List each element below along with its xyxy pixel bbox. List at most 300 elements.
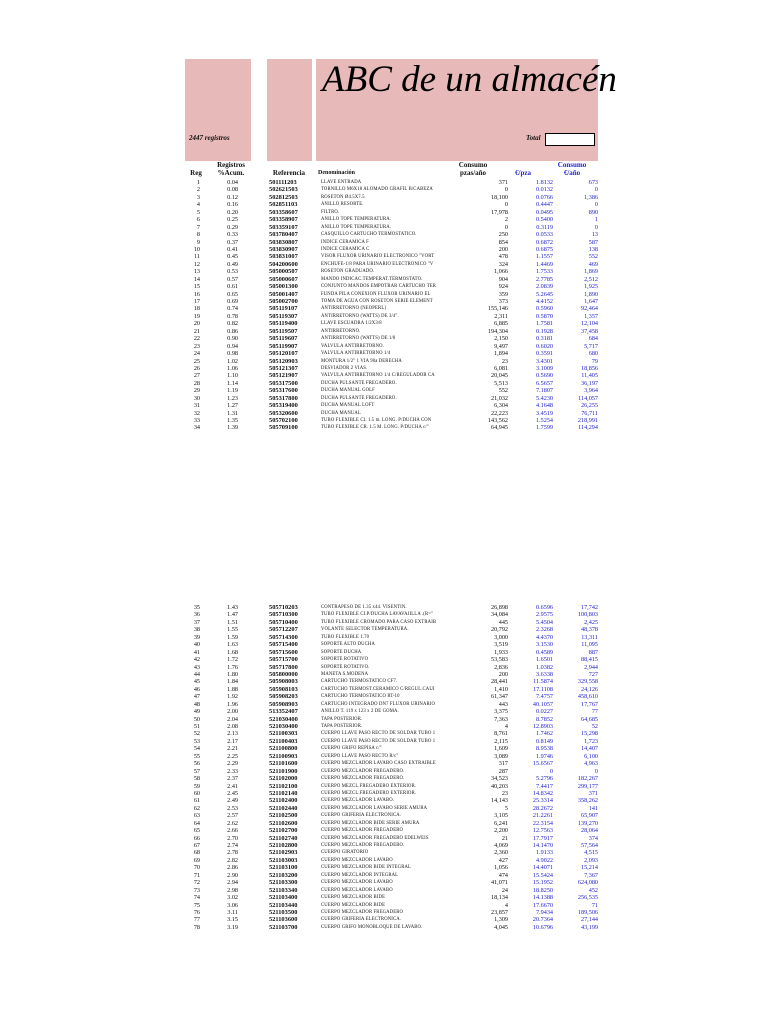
cell-eur-pza: 5.4504 bbox=[535, 618, 553, 626]
cell-reg: 42 bbox=[193, 656, 200, 664]
cell-consumo-pzas: 1,309 bbox=[494, 916, 508, 924]
cell-referencia: 521102140 bbox=[269, 789, 298, 797]
table-row[interactable] bbox=[180, 402, 600, 409]
cell-denominacion: INDICE CERAMICA C bbox=[321, 246, 370, 252]
cell-eur-pza: 17.6670 bbox=[532, 901, 553, 909]
table-row[interactable] bbox=[180, 649, 600, 656]
table-row[interactable] bbox=[180, 790, 600, 797]
table-row[interactable] bbox=[180, 902, 600, 909]
cell-eur-pza: 4.1648 bbox=[535, 402, 553, 410]
cell-reg: 66 bbox=[193, 834, 200, 842]
table-row[interactable] bbox=[180, 835, 600, 842]
cell-referencia: 503358907 bbox=[269, 216, 298, 224]
table-row[interactable] bbox=[180, 894, 600, 901]
cell-consumo-pzas: 371 bbox=[498, 179, 508, 186]
cell-consumo-eur: 43,199 bbox=[580, 923, 598, 931]
cell-consumo-pzas: 14,143 bbox=[490, 797, 508, 805]
table-row[interactable] bbox=[180, 864, 600, 871]
table-row[interactable] bbox=[180, 298, 600, 305]
cell-consumo-pzas: 2,360 bbox=[494, 849, 508, 857]
table-row[interactable] bbox=[180, 775, 600, 782]
record-count: 2447 registros bbox=[189, 134, 230, 142]
data-table-top bbox=[180, 179, 600, 432]
cell-pct-acum: 1.31 bbox=[227, 409, 238, 417]
cell-reg: 52 bbox=[193, 730, 200, 738]
cell-pct-acum: 0.74 bbox=[227, 305, 238, 313]
cell-denominacion: CASQUILLO CARTUCHO TERMOSTATICO. bbox=[321, 232, 417, 238]
cell-referencia: 521101900 bbox=[269, 767, 298, 775]
cell-pct-acum: 0.69 bbox=[227, 298, 238, 305]
cell-denominacion: TOMA DE AGUA CON ROSETON SERIE ELEMENT bbox=[321, 299, 433, 304]
cell-referencia: 505119400 bbox=[269, 320, 298, 328]
cell-eur-pza: 17.7917 bbox=[532, 834, 553, 842]
cell-consumo-pzas: 359 bbox=[498, 290, 508, 298]
cell-referencia: 521103100 bbox=[269, 864, 298, 872]
table-row[interactable] bbox=[180, 634, 600, 641]
table-row[interactable] bbox=[180, 194, 600, 201]
cell-denominacion: MONTURA 1/2" 1 VIA 90a DERECHA bbox=[321, 358, 402, 364]
header-block-reg bbox=[185, 59, 251, 161]
cell-referencia: 521102740 bbox=[269, 834, 298, 842]
cell-reg: 65 bbox=[193, 827, 200, 835]
cell-reg: 74 bbox=[193, 894, 200, 902]
cell-consumo-pzas: 24 bbox=[501, 886, 508, 894]
col-header-reg: Reg bbox=[190, 169, 202, 177]
cell-consumo-pzas: 18,134 bbox=[490, 894, 508, 902]
cell-consumo-eur: 3,964 bbox=[584, 387, 598, 395]
table-row[interactable] bbox=[180, 261, 600, 268]
cell-reg: 76 bbox=[193, 908, 200, 916]
cell-denominacion: DUCHA PULSANTE FREGADERO. bbox=[321, 395, 397, 401]
cell-pct-acum: 3.19 bbox=[227, 923, 238, 931]
cell-reg: 40 bbox=[193, 641, 200, 649]
table-row[interactable] bbox=[180, 730, 600, 737]
cell-reg: 71 bbox=[193, 871, 200, 879]
table-row[interactable] bbox=[180, 395, 600, 402]
cell-denominacion: TORNILLO M6X18 ALOMADO GRAFIL B/CABEZA bbox=[321, 187, 433, 193]
cell-pct-acum: 1.27 bbox=[227, 402, 238, 410]
cell-referencia: 505800000 bbox=[269, 670, 298, 678]
cell-denominacion: CUERPO MEZCL.FREGADERO EXTERIOR. bbox=[321, 790, 417, 796]
cell-denominacion: SOPORTE ROTATIVO. bbox=[321, 664, 370, 670]
cell-reg: 27 bbox=[193, 372, 200, 380]
table-row[interactable] bbox=[180, 611, 600, 618]
cell-eur-pza: 18.8250 bbox=[532, 886, 553, 894]
table-row[interactable] bbox=[180, 305, 600, 312]
cell-reg: 67 bbox=[193, 842, 200, 849]
cell-reg: 70 bbox=[193, 864, 200, 872]
table-row[interactable] bbox=[180, 350, 600, 357]
cell-referencia: 505320600 bbox=[269, 409, 298, 417]
cell-reg: 16 bbox=[193, 290, 200, 298]
table-row[interactable] bbox=[180, 343, 600, 350]
cell-eur-pza: 1.1557 bbox=[535, 253, 553, 261]
cell-consumo-pzas: 250 bbox=[498, 231, 508, 239]
cell-referencia: 521030400 bbox=[269, 715, 298, 723]
cell-denominacion: LLAVE ESCUADRA 1/2X3/8 bbox=[321, 321, 382, 327]
table-row[interactable] bbox=[180, 619, 600, 626]
cell-consumo-eur: 139,270 bbox=[577, 819, 598, 827]
cell-eur-pza: 3.6338 bbox=[535, 670, 553, 678]
cell-referencia: 521100903 bbox=[269, 752, 298, 760]
table-row[interactable] bbox=[180, 708, 600, 715]
table-row[interactable] bbox=[180, 879, 600, 886]
cell-denominacion: CUERPO MEZCLADOR FREGADERO EDELWEIS bbox=[321, 835, 429, 841]
cell-consumo-pzas: 2 bbox=[504, 216, 508, 224]
cell-referencia: 503831007 bbox=[269, 253, 298, 261]
col-header-consumo-pzas: Consumo pzas/año bbox=[458, 161, 488, 177]
table-row[interactable] bbox=[180, 678, 600, 685]
cell-consumo-eur: 138 bbox=[588, 245, 598, 253]
table-row[interactable] bbox=[180, 664, 600, 671]
cell-denominacion: CUERPO GRIFO MONOBLOQUE DE LAVABO. bbox=[321, 924, 423, 930]
cell-eur-pza: 0.5960 bbox=[535, 305, 553, 313]
cell-pct-acum: 0.12 bbox=[227, 193, 238, 201]
table-row[interactable] bbox=[180, 805, 600, 812]
table-row[interactable] bbox=[180, 410, 600, 417]
table-row[interactable] bbox=[180, 313, 600, 320]
cell-reg: 63 bbox=[193, 812, 200, 820]
table-row[interactable] bbox=[180, 268, 600, 275]
cell-pct-acum: 1.76 bbox=[227, 663, 238, 671]
cell-referencia: 505908103 bbox=[269, 685, 298, 693]
cell-denominacion: CUERPO MEZCLADOR FREGADERO. bbox=[321, 843, 405, 848]
cell-pct-acum: 1.72 bbox=[227, 656, 238, 664]
table-row[interactable] bbox=[180, 887, 600, 894]
table-row[interactable] bbox=[180, 909, 600, 916]
cell-denominacion: CARTUCHO INTEGRADO DN7 FLUXOR URINARIO bbox=[321, 701, 436, 707]
cell-eur-pza: 0.1928 bbox=[535, 327, 553, 335]
cell-consumo-eur: 18,856 bbox=[580, 364, 598, 372]
cell-referencia: 505119507 bbox=[269, 327, 298, 335]
cell-reg: 39 bbox=[193, 633, 200, 641]
cell-consumo-pzas: 28,441 bbox=[490, 678, 508, 686]
cell-pct-acum: 2.94 bbox=[227, 879, 238, 887]
cell-referencia: 503830907 bbox=[269, 245, 298, 253]
table-row[interactable] bbox=[180, 231, 600, 238]
cell-pct-acum: 1.80 bbox=[227, 670, 238, 678]
cell-referencia: 505908203 bbox=[269, 693, 298, 701]
table-row[interactable] bbox=[180, 738, 600, 745]
cell-reg: 26 bbox=[193, 364, 200, 372]
table-row[interactable] bbox=[180, 916, 600, 923]
cell-consumo-eur: 77 bbox=[591, 708, 598, 716]
table-row[interactable] bbox=[180, 797, 600, 804]
cell-denominacion: CUERPO GRIFO REPISA c/" bbox=[321, 746, 382, 752]
cell-denominacion: CUERPO MEZCLADOR LAVABO bbox=[321, 887, 393, 893]
cell-consumo-pzas: 443 bbox=[498, 700, 508, 708]
cell-consumo-eur: 374 bbox=[588, 834, 598, 842]
cell-pct-acum: 0.25 bbox=[227, 216, 238, 224]
table-row[interactable] bbox=[180, 671, 600, 678]
cell-eur-pza: 12.8903 bbox=[532, 723, 553, 730]
cell-denominacion: TUBO FLEXIBLE CI. 1.5 m. LONG. P/DUCHA CON bbox=[321, 418, 432, 423]
cell-consumo-eur: 2,512 bbox=[584, 275, 598, 283]
cell-consumo-eur: 0 bbox=[594, 223, 598, 231]
cell-consumo-eur: 1,925 bbox=[584, 283, 598, 291]
cell-consumo-eur: 4,963 bbox=[584, 760, 598, 768]
cell-referencia: 505712207 bbox=[269, 626, 298, 634]
table-row[interactable] bbox=[180, 224, 600, 231]
table-row[interactable] bbox=[180, 604, 600, 611]
cell-denominacion: SOPORTE DUCHA bbox=[321, 649, 362, 655]
cell-consumo-pzas: 9,497 bbox=[494, 342, 508, 350]
cell-consumo-eur: 37,458 bbox=[580, 327, 598, 335]
cell-consumo-pzas: 1,410 bbox=[494, 685, 508, 693]
table-row[interactable] bbox=[180, 239, 600, 246]
cell-eur-pza: 0.6872 bbox=[535, 238, 553, 246]
cell-consumo-pzas: 200 bbox=[498, 670, 508, 678]
cell-reg: 14 bbox=[193, 275, 200, 283]
table-row[interactable] bbox=[180, 358, 600, 365]
cell-reg: 41 bbox=[193, 648, 200, 656]
cell-reg: 45 bbox=[193, 678, 200, 686]
cell-consumo-eur: 256,535 bbox=[577, 894, 598, 902]
table-row[interactable] bbox=[180, 745, 600, 752]
cell-reg: 25 bbox=[193, 357, 200, 365]
cell-pct-acum: 0.61 bbox=[227, 283, 238, 291]
cell-consumo-eur: 680 bbox=[588, 350, 598, 358]
cell-denominacion: CUERPO MEZCL.FREGADERO EXTERIOR. bbox=[321, 783, 417, 789]
cell-pct-acum: 1.43 bbox=[227, 604, 238, 611]
table-row[interactable] bbox=[180, 380, 600, 387]
cell-pct-acum: 2.86 bbox=[227, 864, 238, 872]
table-row[interactable] bbox=[180, 827, 600, 834]
cell-consumo-eur: 64,685 bbox=[580, 715, 598, 723]
table-row[interactable] bbox=[180, 686, 600, 693]
cell-eur-pza: 0.0132 bbox=[535, 186, 553, 194]
table-row[interactable] bbox=[180, 209, 600, 216]
cell-eur-pza: 0.3119 bbox=[536, 223, 553, 231]
cell-consumo-pzas: 26,898 bbox=[490, 604, 508, 611]
cell-eur-pza: 2.7785 bbox=[535, 275, 553, 283]
cell-eur-pza: 10.6796 bbox=[532, 923, 553, 931]
total-label: Total bbox=[526, 134, 541, 142]
cell-pct-acum: 0.98 bbox=[227, 350, 238, 358]
cell-reg: 19 bbox=[193, 312, 200, 320]
cell-referencia: 505717800 bbox=[269, 663, 298, 671]
table-row[interactable] bbox=[180, 723, 600, 730]
cell-consumo-eur: 76,711 bbox=[581, 409, 598, 417]
table-row[interactable] bbox=[180, 641, 600, 648]
cell-consumo-pzas: 3,519 bbox=[494, 641, 508, 649]
cell-eur-pza: 5.2645 bbox=[535, 290, 553, 298]
table-row[interactable] bbox=[180, 328, 600, 335]
cell-consumo-pzas: 4 bbox=[504, 901, 508, 909]
table-row[interactable] bbox=[180, 387, 600, 394]
cell-pct-acum: 0.04 bbox=[227, 179, 238, 186]
cell-consumo-eur: 57,564 bbox=[580, 842, 598, 849]
cell-reg: 5 bbox=[196, 208, 200, 216]
cell-eur-pza: 11.5874 bbox=[533, 678, 553, 686]
cell-eur-pza: 14.1388 bbox=[532, 894, 553, 902]
cell-referencia: 505908903 bbox=[269, 700, 298, 708]
cell-referencia: 521102500 bbox=[269, 812, 298, 820]
cell-consumo-pzas: 4,045 bbox=[494, 923, 508, 931]
table-row[interactable] bbox=[180, 693, 600, 700]
table-row[interactable] bbox=[180, 716, 600, 723]
table-row[interactable] bbox=[180, 253, 600, 260]
cell-consumo-eur: 24,126 bbox=[580, 685, 598, 693]
table-row[interactable] bbox=[180, 656, 600, 663]
cell-consumo-eur: 299,177 bbox=[577, 782, 598, 790]
col-header-denominacion: Denominación bbox=[318, 170, 356, 176]
cell-consumo-pzas: 324 bbox=[498, 260, 508, 268]
cell-denominacion: LLAVE ENTRADA bbox=[321, 180, 362, 185]
cell-consumo-pzas: 0 bbox=[504, 186, 508, 194]
table-row[interactable] bbox=[180, 812, 600, 819]
cell-referencia: 521103340 bbox=[269, 886, 298, 894]
cell-reg: 36 bbox=[193, 611, 200, 619]
cell-pct-acum: 2.29 bbox=[227, 760, 238, 768]
total-input-cell[interactable] bbox=[545, 133, 595, 146]
table-row[interactable] bbox=[180, 201, 600, 208]
table-row[interactable] bbox=[180, 320, 600, 327]
cell-pct-acum: 2.37 bbox=[227, 775, 238, 783]
cell-referencia: 503830807 bbox=[269, 238, 298, 246]
cell-referencia: 521102440 bbox=[269, 804, 298, 812]
table-row[interactable] bbox=[180, 783, 600, 790]
table-row[interactable] bbox=[180, 424, 600, 431]
table-row[interactable] bbox=[180, 216, 600, 223]
cell-reg: 75 bbox=[193, 901, 200, 909]
col-header-referencia: Referencia bbox=[272, 169, 306, 177]
table-row[interactable] bbox=[180, 760, 600, 767]
cell-consumo-eur: 114,057 bbox=[578, 394, 598, 402]
cell-consumo-eur: 13 bbox=[591, 231, 598, 239]
cell-consumo-eur: 0 bbox=[594, 767, 598, 775]
cell-pct-acum: 1.68 bbox=[227, 648, 238, 656]
cell-reg: 21 bbox=[193, 327, 200, 335]
cell-reg: 62 bbox=[193, 804, 200, 812]
cell-eur-pza: 12.7563 bbox=[532, 827, 553, 835]
cell-pct-acum: 2.74 bbox=[227, 842, 238, 849]
cell-eur-pza: 7.4417 bbox=[535, 782, 553, 790]
cell-consumo-eur: 329,558 bbox=[577, 678, 598, 686]
cell-referencia: 503359107 bbox=[269, 223, 298, 231]
cell-denominacion: CUERPO LLAVE PASO RECTO R/c" bbox=[321, 753, 399, 759]
cell-consumo-eur: 7,367 bbox=[584, 871, 598, 879]
cell-consumo-pzas: 0 bbox=[504, 201, 508, 209]
cell-pct-acum: 2.13 bbox=[227, 730, 238, 738]
cell-consumo-eur: 27,144 bbox=[580, 916, 598, 924]
cell-consumo-pzas: 1,933 bbox=[494, 648, 508, 656]
cell-referencia: 505120107 bbox=[269, 350, 298, 358]
table-row[interactable] bbox=[180, 179, 600, 186]
cell-consumo-eur: 358,262 bbox=[577, 797, 598, 805]
table-row[interactable] bbox=[180, 186, 600, 193]
cell-reg: 7 bbox=[196, 223, 200, 231]
cell-reg: 50 bbox=[193, 715, 200, 723]
cell-referencia: 505000607 bbox=[269, 275, 298, 283]
cell-referencia: 505715600 bbox=[269, 648, 298, 656]
table-row[interactable] bbox=[180, 626, 600, 633]
cell-reg: 49 bbox=[193, 708, 200, 716]
cell-consumo-eur: 624,080 bbox=[577, 879, 598, 887]
cell-reg: 43 bbox=[193, 663, 200, 671]
cell-reg: 55 bbox=[193, 752, 200, 760]
table-row[interactable] bbox=[180, 849, 600, 856]
cell-pct-acum: 1.51 bbox=[227, 618, 238, 626]
table-row[interactable] bbox=[180, 924, 600, 931]
cell-consumo-eur: 727 bbox=[588, 670, 598, 678]
cell-denominacion: TAPA POSTERIOR. bbox=[321, 724, 363, 729]
cell-consumo-eur: 218,991 bbox=[577, 417, 598, 424]
cell-referencia: 505317800 bbox=[269, 394, 298, 402]
cell-consumo-pzas: 6,885 bbox=[494, 320, 508, 328]
cell-consumo-eur: 452 bbox=[588, 886, 598, 894]
cell-pct-acum: 3.11 bbox=[227, 908, 238, 916]
cell-eur-pza: 17.1108 bbox=[533, 685, 553, 693]
cell-referencia: 505710203 bbox=[269, 604, 298, 611]
table-row[interactable] bbox=[180, 753, 600, 760]
cell-pct-acum: 1.14 bbox=[227, 379, 238, 387]
cell-pct-acum: 0.57 bbox=[227, 275, 238, 283]
cell-denominacion: ANILLO T. 119 x 123 x 2 DE GOMA. bbox=[321, 709, 399, 715]
cell-consumo-pzas: 8,761 bbox=[494, 730, 508, 738]
cell-consumo-pzas: 7,363 bbox=[494, 715, 508, 723]
cell-reg: 72 bbox=[193, 879, 200, 887]
table-row[interactable] bbox=[180, 842, 600, 849]
table-row[interactable] bbox=[180, 768, 600, 775]
cell-consumo-pzas: 3,105 bbox=[494, 812, 508, 820]
cell-consumo-pzas: 1,894 bbox=[494, 350, 508, 358]
cell-reg: 11 bbox=[194, 253, 200, 261]
cell-eur-pza: 1.9746 bbox=[535, 752, 553, 760]
cell-reg: 29 bbox=[193, 387, 200, 395]
table-row[interactable] bbox=[180, 335, 600, 342]
cell-eur-pza: 8.9538 bbox=[535, 745, 553, 753]
cell-reg: 28 bbox=[193, 379, 200, 387]
cell-referencia: 521100800 bbox=[269, 745, 298, 753]
cell-denominacion: CUERPO GIRATORIO bbox=[321, 850, 369, 856]
cell-reg: 60 bbox=[193, 789, 200, 797]
cell-reg: 34 bbox=[193, 424, 200, 432]
table-row[interactable] bbox=[180, 417, 600, 424]
cell-consumo-pzas: 904 bbox=[498, 275, 508, 283]
cell-consumo-eur: 552 bbox=[588, 253, 598, 261]
cell-pct-acum: 1.10 bbox=[227, 372, 238, 380]
cell-denominacion: VALVULA ANTIRRETORNO 1/4 bbox=[321, 351, 391, 357]
table-row[interactable] bbox=[180, 872, 600, 879]
cell-consumo-pzas: 21,032 bbox=[490, 394, 508, 402]
cell-eur-pza: 2.0839 bbox=[535, 283, 553, 291]
table-row[interactable] bbox=[180, 291, 600, 298]
table-row[interactable] bbox=[180, 365, 600, 372]
table-row[interactable] bbox=[180, 276, 600, 283]
cell-eur-pza: 25.3314 bbox=[532, 797, 553, 805]
table-row[interactable] bbox=[180, 283, 600, 290]
cell-eur-pza: 4.9022 bbox=[535, 856, 553, 864]
table-row[interactable] bbox=[180, 701, 600, 708]
cell-denominacion: CUERPO MEZCLADOR LAVABO bbox=[321, 857, 393, 863]
table-row[interactable] bbox=[180, 820, 600, 827]
table-row[interactable] bbox=[180, 372, 600, 379]
cell-consumo-pzas: 23 bbox=[501, 789, 508, 797]
cell-consumo-eur: 458,610 bbox=[577, 693, 598, 701]
cell-pct-acum: 0.86 bbox=[227, 327, 238, 335]
cell-denominacion: DUCHA MANUAL GOLF bbox=[321, 388, 375, 394]
cell-reg: 44 bbox=[193, 670, 200, 678]
table-row[interactable] bbox=[180, 857, 600, 864]
cell-pct-acum: 2.04 bbox=[227, 715, 238, 723]
cell-referencia: 521103700 bbox=[269, 923, 298, 931]
cell-pct-acum: 2.25 bbox=[227, 752, 238, 760]
table-row[interactable] bbox=[180, 246, 600, 253]
cell-pct-acum: 1.96 bbox=[227, 700, 238, 708]
cell-denominacion: MANETA S.MODENA bbox=[321, 671, 369, 677]
cell-reg: 4 bbox=[196, 201, 200, 209]
